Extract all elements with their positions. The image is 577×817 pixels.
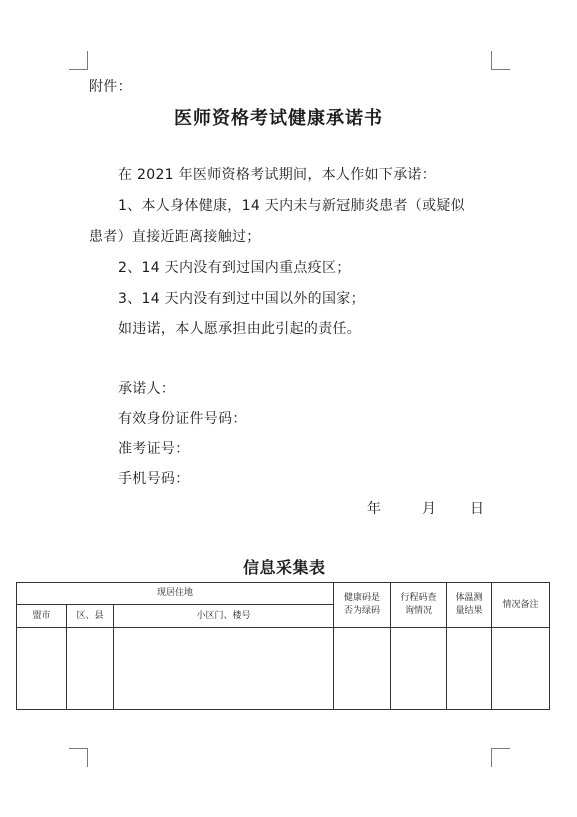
trip-code-header [391, 583, 447, 628]
document-title: 医师资格考试健康承诺书 [174, 108, 383, 129]
id-number-label: 有效身份证件号码： [118, 411, 247, 427]
date-month: 月 [422, 501, 437, 517]
info-collection-table [16, 582, 550, 710]
date-day: 日 [470, 501, 485, 517]
promise-3: 3、14 天内没有到过中国以外的国家； [118, 291, 365, 307]
trip-code-header-line-2: 询情况 [405, 606, 433, 616]
district-cell[interactable] [67, 628, 114, 710]
promise-2: 2、14 天内没有到过国内重点疫区； [118, 260, 351, 276]
intro-text: 在 2021 年医师资格考试期间，本人作如下承诺： [118, 167, 437, 183]
info-table-title: 信息采集表 [243, 558, 326, 577]
margin-corner-bottom-left [69, 748, 88, 767]
promise-1-line-1: 1、本人身体健康，14 天内未与新冠肺炎患者（或疑似 [118, 198, 465, 214]
attachment-label: 附件： [89, 79, 132, 95]
street-cell[interactable] [114, 628, 334, 710]
temperature-header-line-1: 体温测 [455, 593, 483, 603]
street-header: 小区门、楼号 [114, 605, 334, 628]
city-cell[interactable] [17, 628, 67, 710]
health-code-header-line-1: 健康码是 [344, 593, 381, 603]
trip-code-header-line-1: 行程码查 [400, 593, 437, 603]
address-header: 现居住地 [17, 583, 334, 605]
admission-ticket-label: 准考证号： [118, 441, 190, 457]
promisor-label: 承诺人： [118, 381, 176, 397]
temperature-header [447, 583, 492, 628]
city-header: 盟市 [17, 605, 67, 628]
temperature-header-line-2: 量结果 [455, 606, 483, 616]
table-row [17, 628, 550, 710]
health-code-header [334, 583, 391, 628]
trip-code-cell[interactable] [391, 628, 447, 710]
margin-corner-top-right [491, 51, 510, 70]
promise-1-line-2: 患者）直接近距离接触过； [89, 229, 261, 245]
temperature-cell[interactable] [447, 628, 492, 710]
closing-statement: 如违诺，本人愿承担由此引起的责任。 [118, 321, 362, 337]
health-code-cell[interactable] [334, 628, 391, 710]
margin-corner-bottom-right [491, 748, 510, 767]
table-header-row [17, 583, 550, 605]
margin-corner-top-left [69, 51, 88, 70]
date-year: 年 [367, 501, 382, 517]
phone-label: 手机号码： [118, 471, 190, 487]
district-header: 区、县 [67, 605, 114, 628]
notes-header: 情况备注 [492, 583, 550, 628]
health-code-header-line-2: 否为绿码 [344, 606, 381, 616]
notes-cell[interactable] [492, 628, 550, 710]
